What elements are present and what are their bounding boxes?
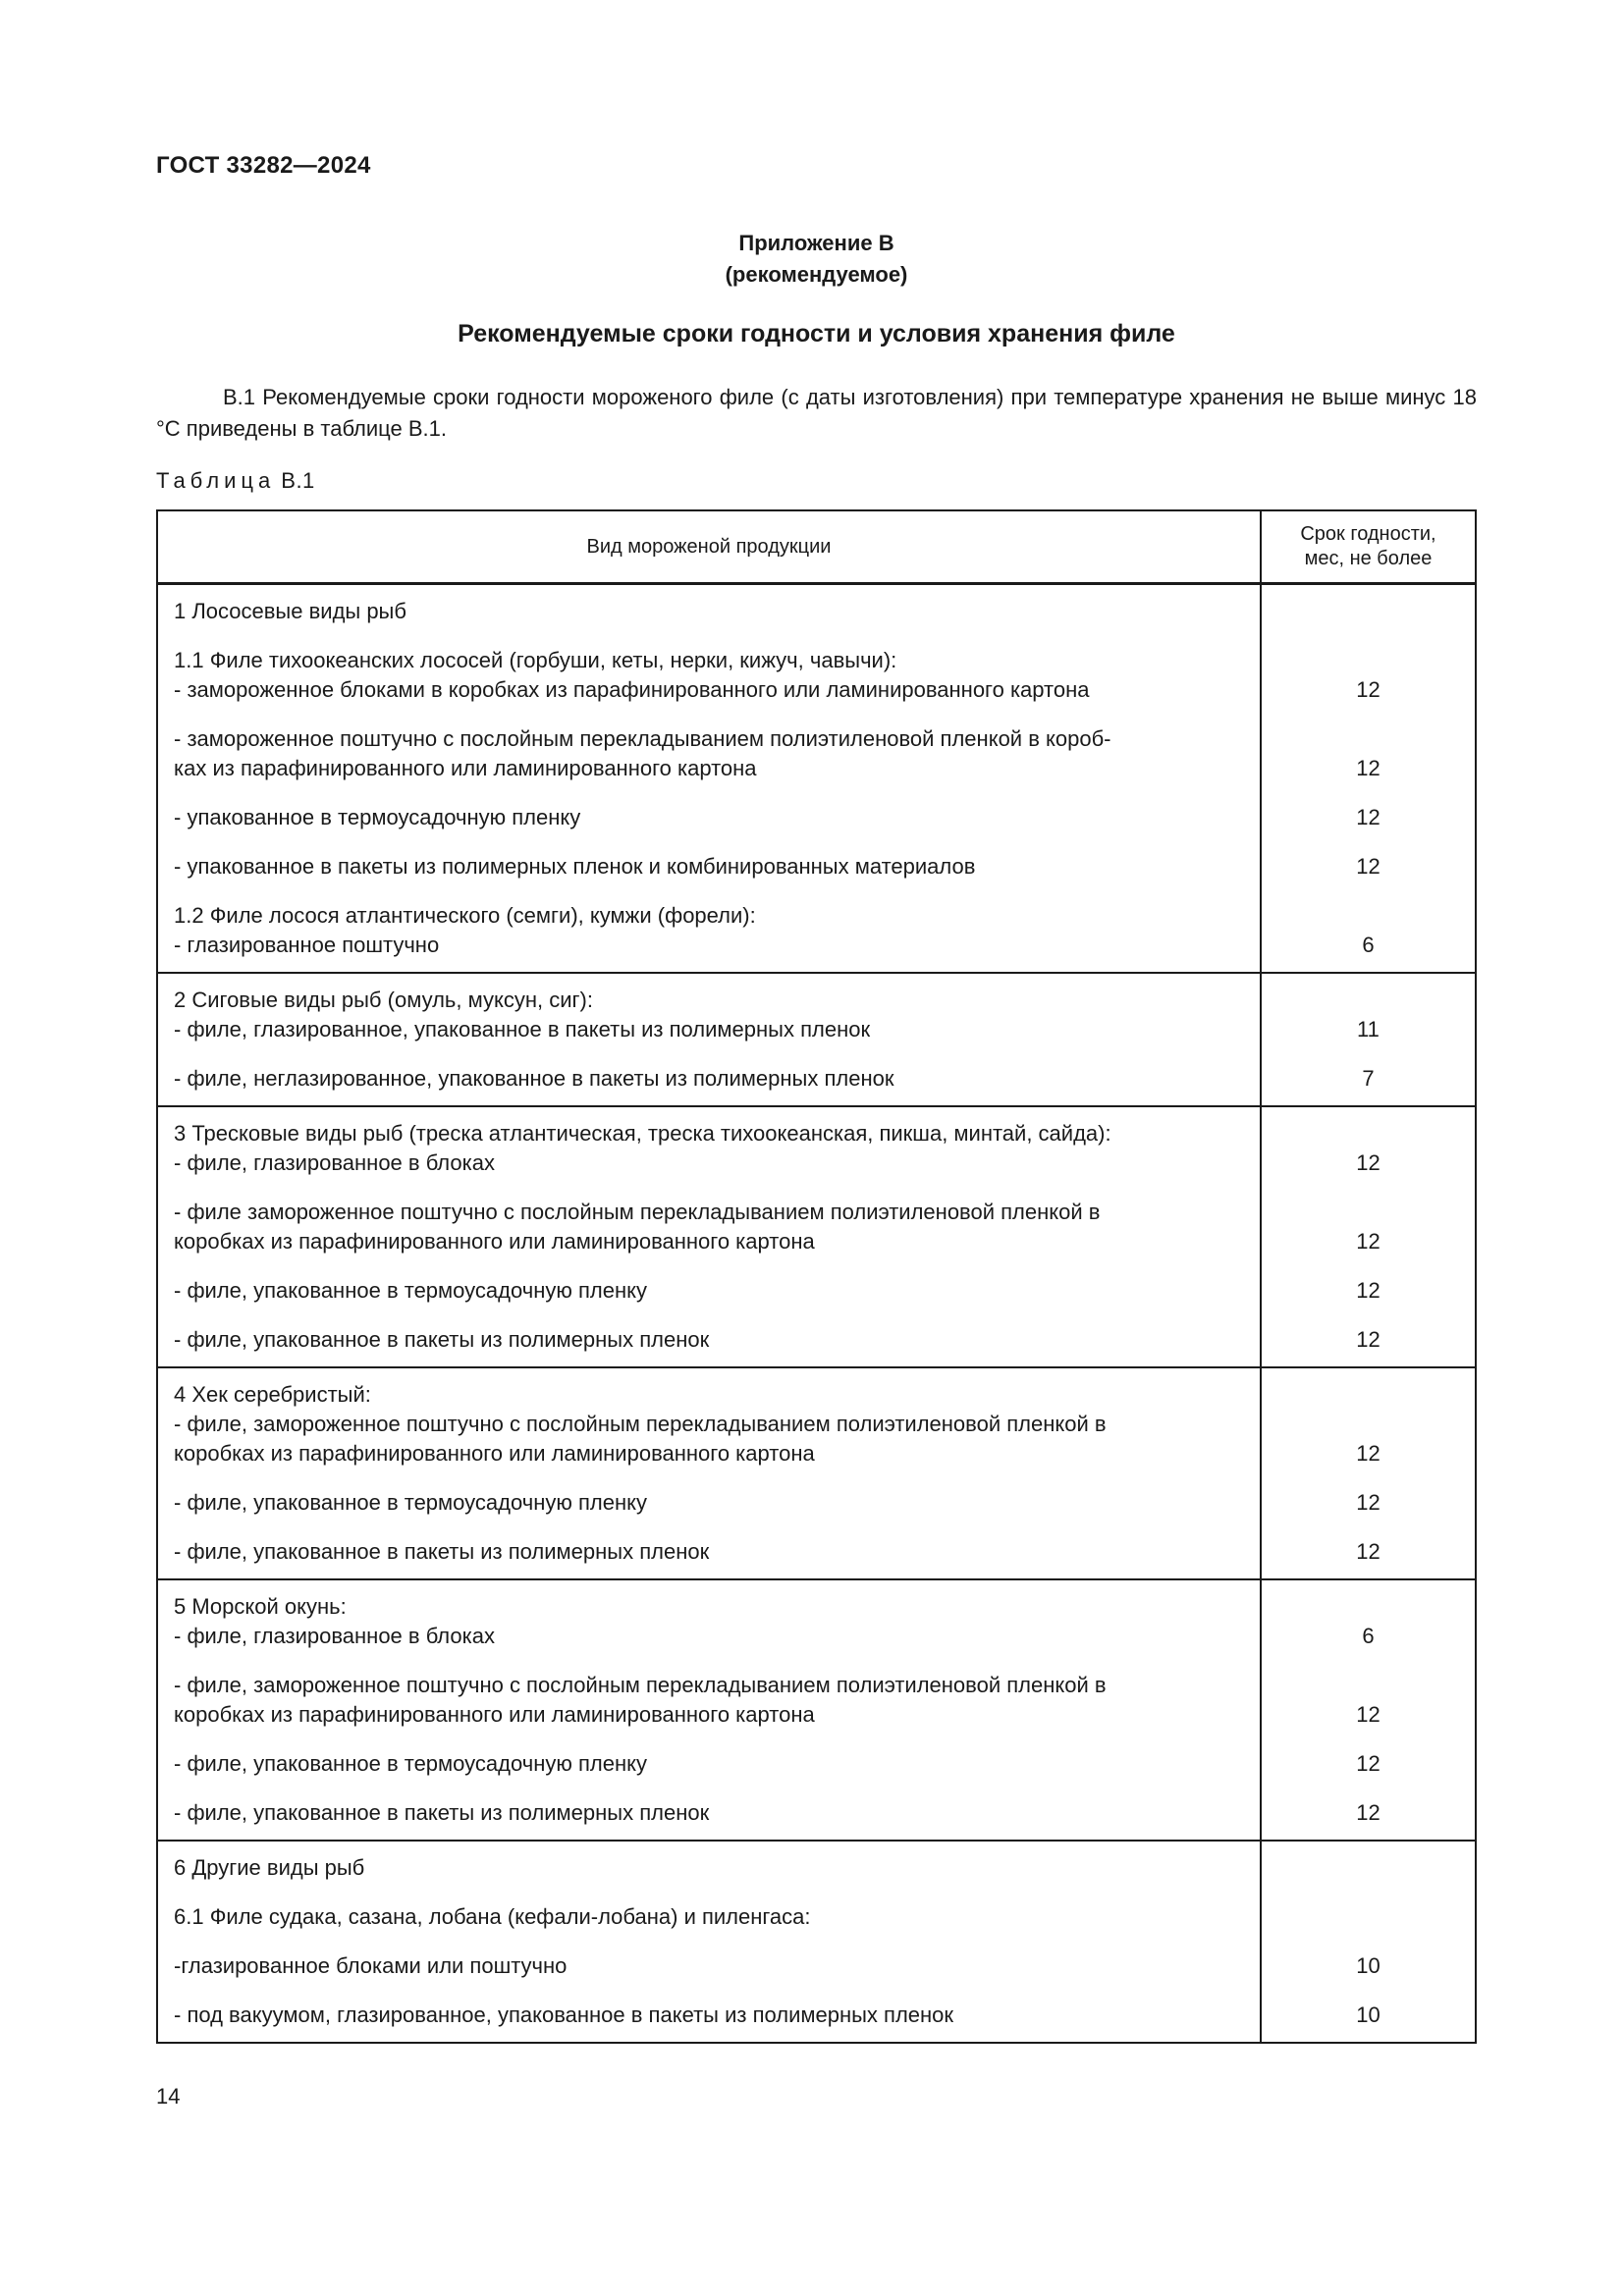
table-row — [157, 1579, 1476, 1841]
shelf-life-table — [156, 509, 1477, 2044]
row-text-line: коробках из парафинированного или ламинированного картона — [174, 1229, 815, 1254]
row-text-line: - упакованное в термоусадочную пленку — [174, 805, 581, 829]
shelf-life-value: 12 — [1356, 805, 1380, 829]
shelf-life-value: 12 — [1356, 1751, 1380, 1776]
shelf-life-value: 11 — [1357, 1017, 1380, 1041]
shelf-life-value — [1262, 1853, 1475, 1883]
shelf-life-value: 12 — [1356, 677, 1380, 702]
shelf-life-spacer — [1262, 1198, 1475, 1227]
table-group — [157, 973, 1476, 1106]
row-text-line: - филе, замороженное поштучно с послойным перекладыванием полиэтиленовой пленкой в — [174, 1412, 1107, 1436]
product-cell — [157, 584, 1261, 974]
table-group — [157, 584, 1476, 974]
table-group — [157, 1579, 1476, 1841]
shelf-life-value: 12 — [1356, 756, 1380, 780]
shelf-life-value: 10 — [1356, 1953, 1380, 1978]
intro-paragraph: В.1 Рекомендуемые сроки годности мороженого филе (с даты изготовления) при температуре хранения не выше минус 18 °С приведены в таблице В.1. — [156, 385, 1477, 441]
row-text-line: - филе, упакованное в термоусадочную пленку — [174, 1751, 647, 1776]
shelf-life-value — [1262, 1902, 1475, 1932]
shelf-life-spacer — [1262, 1119, 1475, 1148]
table-group — [157, 1106, 1476, 1367]
row-text-line: - филе, упакованное в пакеты из полимерных пленок — [174, 1800, 710, 1825]
shelf-life-cell — [1261, 1367, 1476, 1579]
row-text-line: 1.1 Филе тихоокеанских лососей (горбуши, кеты, нерки, кижуч, чавычи): — [174, 648, 897, 672]
shelf-life-value: 12 — [1356, 1441, 1380, 1466]
row-text-line: 6 Другие виды рыб — [174, 1855, 365, 1880]
table-row — [157, 1841, 1476, 2043]
row-text-line: - филе, упакованное в термоусадочную пленку — [174, 1490, 647, 1515]
row-text-line: 1 Лососевые виды рыб — [174, 599, 406, 623]
product-cell — [157, 973, 1261, 1106]
shelf-life-spacer — [1262, 1410, 1475, 1439]
shelf-life-value: 6 — [1362, 1624, 1375, 1648]
shelf-life-value: 12 — [1356, 1150, 1380, 1175]
row-text-line: - замороженное поштучно с послойным перекладыванием полиэтиленовой пленкой в короб- — [174, 726, 1111, 751]
product-cell — [157, 1106, 1261, 1367]
row-text-line: 3 Тресковые виды рыб (треска атлантическая, треска тихоокеанская, пикша, минтай, сайда): — [174, 1121, 1111, 1146]
row-text-line: - филе, глазированное, упакованное в пакеты из полимерных пленок — [174, 1017, 871, 1041]
row-text-line: - филе, упакованное в пакеты из полимерных пленок — [174, 1539, 710, 1564]
page-number: 14 — [156, 2084, 181, 2109]
shelf-life-cell — [1261, 584, 1476, 974]
row-text-line: 1.2 Филе лосося атлантического (семги), кумжи (форели): — [174, 903, 756, 928]
row-text-line: - упакованное в пакеты из полимерных пленок и комбинированных материалов — [174, 854, 976, 879]
header-product: Вид мороженой продукции — [157, 510, 1261, 584]
shelf-life-value — [1262, 597, 1475, 626]
row-text-line: 5 Морской окунь: — [174, 1594, 347, 1619]
product-cell — [157, 1841, 1261, 2043]
shelf-life-value: 12 — [1356, 1539, 1380, 1564]
appendix-status: (рекомендуемое) — [725, 262, 908, 287]
shelf-life-spacer — [1262, 1592, 1475, 1622]
header-shelf-life — [1261, 510, 1476, 584]
row-text-line: 2 Сиговые виды рыб (омуль, муксун, сиг): — [174, 988, 593, 1012]
shelf-life-value: 6 — [1362, 933, 1375, 957]
row-text-line: 4 Хек серебристый: — [174, 1382, 371, 1407]
row-text-line: - филе, глазированное в блоках — [174, 1624, 495, 1648]
shelf-life-value: 7 — [1362, 1066, 1375, 1091]
shelf-life-value: 10 — [1356, 2002, 1380, 2027]
shelf-life-cell — [1261, 973, 1476, 1106]
table-row — [157, 1106, 1476, 1367]
shelf-life-cell — [1261, 1579, 1476, 1841]
appendix-title: Приложение В — [738, 231, 894, 255]
row-text-line: 6.1 Филе судака, сазана, лобана (кефали-лобана) и пиленгаса: — [174, 1904, 811, 1929]
table-header-row — [157, 510, 1476, 584]
shelf-life-value: 12 — [1356, 1327, 1380, 1352]
table-row — [157, 1367, 1476, 1579]
shelf-life-value: 12 — [1356, 1702, 1380, 1727]
table-group — [157, 1367, 1476, 1579]
shelf-life-spacer — [1262, 986, 1475, 1015]
row-text-line: - филе, упакованное в термоусадочную пленку — [174, 1278, 647, 1303]
row-text-line: -глазированное блоками или поштучно — [174, 1953, 568, 1978]
header-shelf-life-line1: Срок годности, — [1300, 523, 1436, 545]
row-text-line: - филе замороженное поштучно с послойным перекладыванием полиэтиленовой пленкой в — [174, 1200, 1101, 1224]
shelf-life-value: 12 — [1356, 1490, 1380, 1515]
row-text-line: - филе, глазированное в блоках — [174, 1150, 495, 1175]
shelf-life-cell — [1261, 1106, 1476, 1367]
row-text-line: - филе, замороженное поштучно с послойным перекладыванием полиэтиленовой пленкой в — [174, 1673, 1107, 1697]
shelf-life-spacer — [1262, 1671, 1475, 1700]
table-caption-label: Таблица — [156, 468, 276, 493]
row-text-line: - под вакуумом, глазированное, упакованное в пакеты из полимерных пленок — [174, 2002, 954, 2027]
shelf-life-value: 12 — [1356, 1229, 1380, 1254]
shelf-life-spacer — [1262, 901, 1475, 931]
shelf-life-value: 12 — [1356, 1278, 1380, 1303]
header-shelf-life-line2: мес, не более — [1304, 548, 1433, 569]
row-text-line: - филе, упакованное в пакеты из полимерных пленок — [174, 1327, 710, 1352]
document-code: ГОСТ 33282—2024 — [156, 152, 371, 179]
appendix-heading — [156, 228, 1477, 291]
shelf-life-spacer — [1262, 1380, 1475, 1410]
shelf-life-value: 12 — [1356, 854, 1380, 879]
table-caption — [156, 468, 315, 494]
product-cell — [157, 1367, 1261, 1579]
table-group — [157, 1841, 1476, 2043]
shelf-life-value: 12 — [1356, 1800, 1380, 1825]
table-row — [157, 973, 1476, 1106]
row-text-line: коробках из парафинированного или ламинированного картона — [174, 1441, 815, 1466]
shelf-life-spacer — [1262, 724, 1475, 754]
row-text-line: - филе, неглазированное, упакованное в пакеты из полимерных пленок — [174, 1066, 894, 1091]
table-caption-number: В.1 — [281, 468, 315, 493]
shelf-life-cell — [1261, 1841, 1476, 2043]
row-text-line: коробках из парафинированного или ламинированного картона — [174, 1702, 815, 1727]
section-title: Рекомендуемые сроки годности и условия хранения филе — [458, 320, 1175, 347]
row-text-line: - глазированное поштучно — [174, 933, 440, 957]
table-row — [157, 584, 1476, 974]
row-text-line: ках из парафинированного или ламинированного картона — [174, 756, 757, 780]
product-cell — [157, 1579, 1261, 1841]
row-text-line: - замороженное блоками в коробках из парафинированного или ламинированного картона — [174, 677, 1090, 702]
shelf-life-spacer — [1262, 646, 1475, 675]
